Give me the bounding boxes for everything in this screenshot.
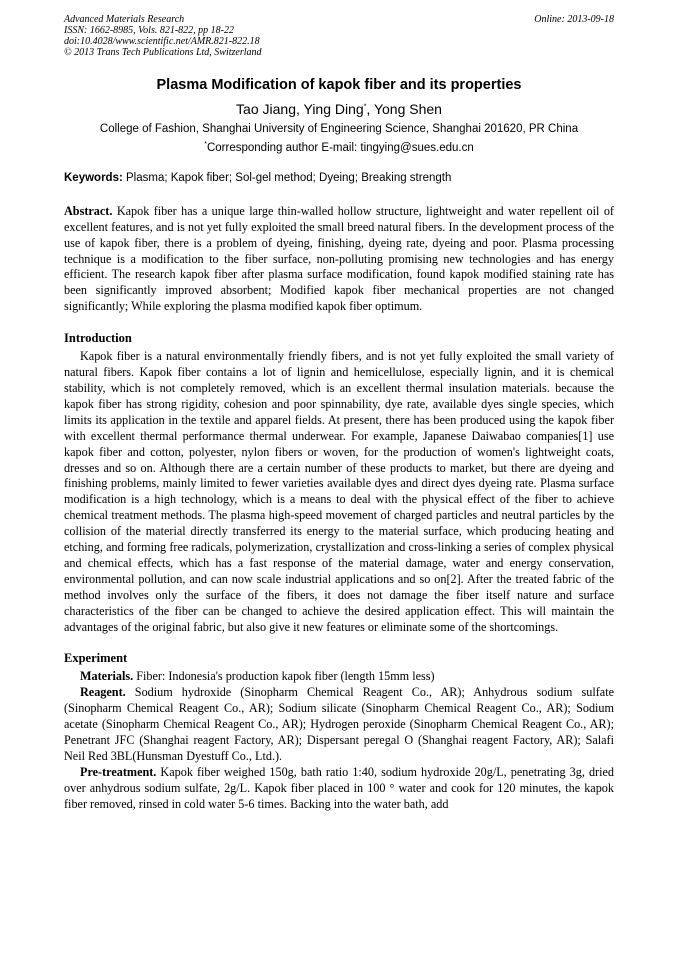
paper-page bbox=[64, 14, 614, 813]
online-date: Online: 2013-09-18 bbox=[534, 14, 614, 25]
reagent-paragraph bbox=[64, 685, 614, 765]
issn-line: ISSN: 1662-8985, Vols. 821-822, pp 18-22 bbox=[64, 25, 234, 36]
abstract bbox=[64, 204, 614, 315]
author-names: Tao Jiang, Ying Ding bbox=[236, 101, 364, 117]
affiliation: College of Fashion, Shanghai University of Engineering Science, Shanghai 201620, PR China bbox=[99, 123, 579, 135]
corresponding-author bbox=[64, 141, 614, 154]
journal-name: Advanced Materials Research bbox=[64, 14, 185, 25]
pretreatment-paragraph bbox=[64, 765, 614, 813]
experiment-heading: Experiment bbox=[64, 651, 128, 666]
introduction-paragraph: Kapok fiber is a natural environmentally friendly fibers, and is not yet fully exploited the small variety of natural fibers. Kapok fiber contains a lot of lignin and hemicellulose, especially lignin, and it is chemical stability, which is not completely removed, which is an excellent thermal insulation materials. because the kapok fiber has strong rigidity, cohesion and poor spinnability, dye rate, available dyes single species, which limits its application in the textile and apparel fields. At present, there has been produced using the kapok fiber with excellent thermal performance thermal underwear. For example, Japanese Daiwabao companies[1] use kapok fiber and cotton, polyester, nylon fibers or woven, for the production of women's lightweight coats, dresses and so on. Although there are a certain number of these products to market, but there are dyeing and finishing problems, mainly limited to fewer varieties available dyes and direct dyes dyeing rate. Plasma surface modification is a high technology, which is a means to deal with the physical effect of the fiber to achieve chemical treatment methods. The plasma high-speed movement of charged particles and neutral particles by the collision of the material directly transferred its energy to the material surface, which producing heating and etching, and forming free radicals, polymerization, crystallization and cross-linking a series of complex physical and chemical effects, which has a fast response of the material damage, water and energy conservation, environmental pollution, and can now scale industrial applications and so on[2]. After the treated fabric of the method involves only the surface of the fibers, it does not damage the fiber itself nature and surface characteristics of the fiber can be changed to achieve the desired application effect. This will maintain the advantages of the original fabric, but also give it new features or eliminate some of the shortcomings. bbox=[64, 349, 614, 634]
doi-line: doi:10.4028/www.scientific.net/AMR.821-822.18 bbox=[64, 36, 260, 47]
pretreatment-text: Kapok fiber weighed 150g, bath ratio 1:40, sodium hydroxide 20g/L, penetrating 3g, dried over anhydrous sodium sulfate, 2g/L. Kapok fiber placed in 100 ° water and cook for 120 minutes, the kapok fiber removed, rinsed in cold water 5-6 times. Backing into the water bath, add bbox=[64, 764, 614, 811]
keywords-text: Plasma; Kapok fiber; Sol-gel method; Dyeing; Breaking strength bbox=[122, 171, 452, 184]
pretreatment-label: Pre-treatment. bbox=[80, 764, 157, 779]
introduction-heading: Introduction bbox=[64, 331, 132, 346]
paper-title: Plasma Modification of kapok fiber and its properties bbox=[156, 77, 522, 93]
abstract-label: Abstract. bbox=[64, 203, 113, 218]
reagent-text: Sodium hydroxide (Sinopharm Chemical Reagent Co., AR); Anhydrous sodium sulfate (Sinopharm Chemical Reagent Co., AR); Sodium silicate (Sinopharm Chemical Reagent Co., AR); Sodium acetate (Sinopharm Chemical Reagent Co., AR); Hydrogen peroxide (Sinopharm Chemical Reagent Co., AR); Penetrant JFC (Shanghai reagent Factory, AR); Dispersant peregal O (Shanghai reagent Factory, AR); Salafi Neil Red 3BL(Hunsman Dyestuff Co., Ltd.). bbox=[64, 685, 614, 764]
reagent-label: Reagent. bbox=[80, 685, 126, 700]
copyright-line: © 2013 Trans Tech Publications Ltd, Switzerland bbox=[64, 47, 262, 58]
keywords bbox=[64, 172, 614, 184]
author-list bbox=[64, 101, 614, 117]
author-names-rest: , Yong Shen bbox=[366, 101, 442, 117]
author-mark: * bbox=[363, 103, 367, 111]
materials-text: Fiber: Indonesia's production kapok fiber (length 15mm less) bbox=[133, 669, 435, 684]
journal-header bbox=[64, 14, 614, 58]
materials-paragraph bbox=[64, 669, 614, 685]
materials-label: Materials. bbox=[80, 669, 134, 684]
corresponding-text: Corresponding author E-mail: tingying@sues.edu.cn bbox=[206, 141, 474, 154]
keywords-label: Keywords: bbox=[64, 171, 123, 184]
corresponding-mark: * bbox=[204, 141, 207, 148]
abstract-text: Kapok fiber has a unique large thin-walled hollow structure, lightweight and water repellent oil of excellent features, and is not yet fully exploited the small breed natural fibers. In the development process of the use of kapok fiber, there is a problem of dyeing, finishing, dyeing rate, dyeing and poor. Plasma processing technique is a modification to the fiber surface, non-polluting promising new technologies and has energy efficient. The research kapok fiber after plasma surface modification, found kapok modified staining rate has been significantly improved absorbent; Modified kapok fiber mechanical properties are not changed significantly; While exploring the plasma modified kapok fiber optimum. bbox=[64, 203, 614, 314]
